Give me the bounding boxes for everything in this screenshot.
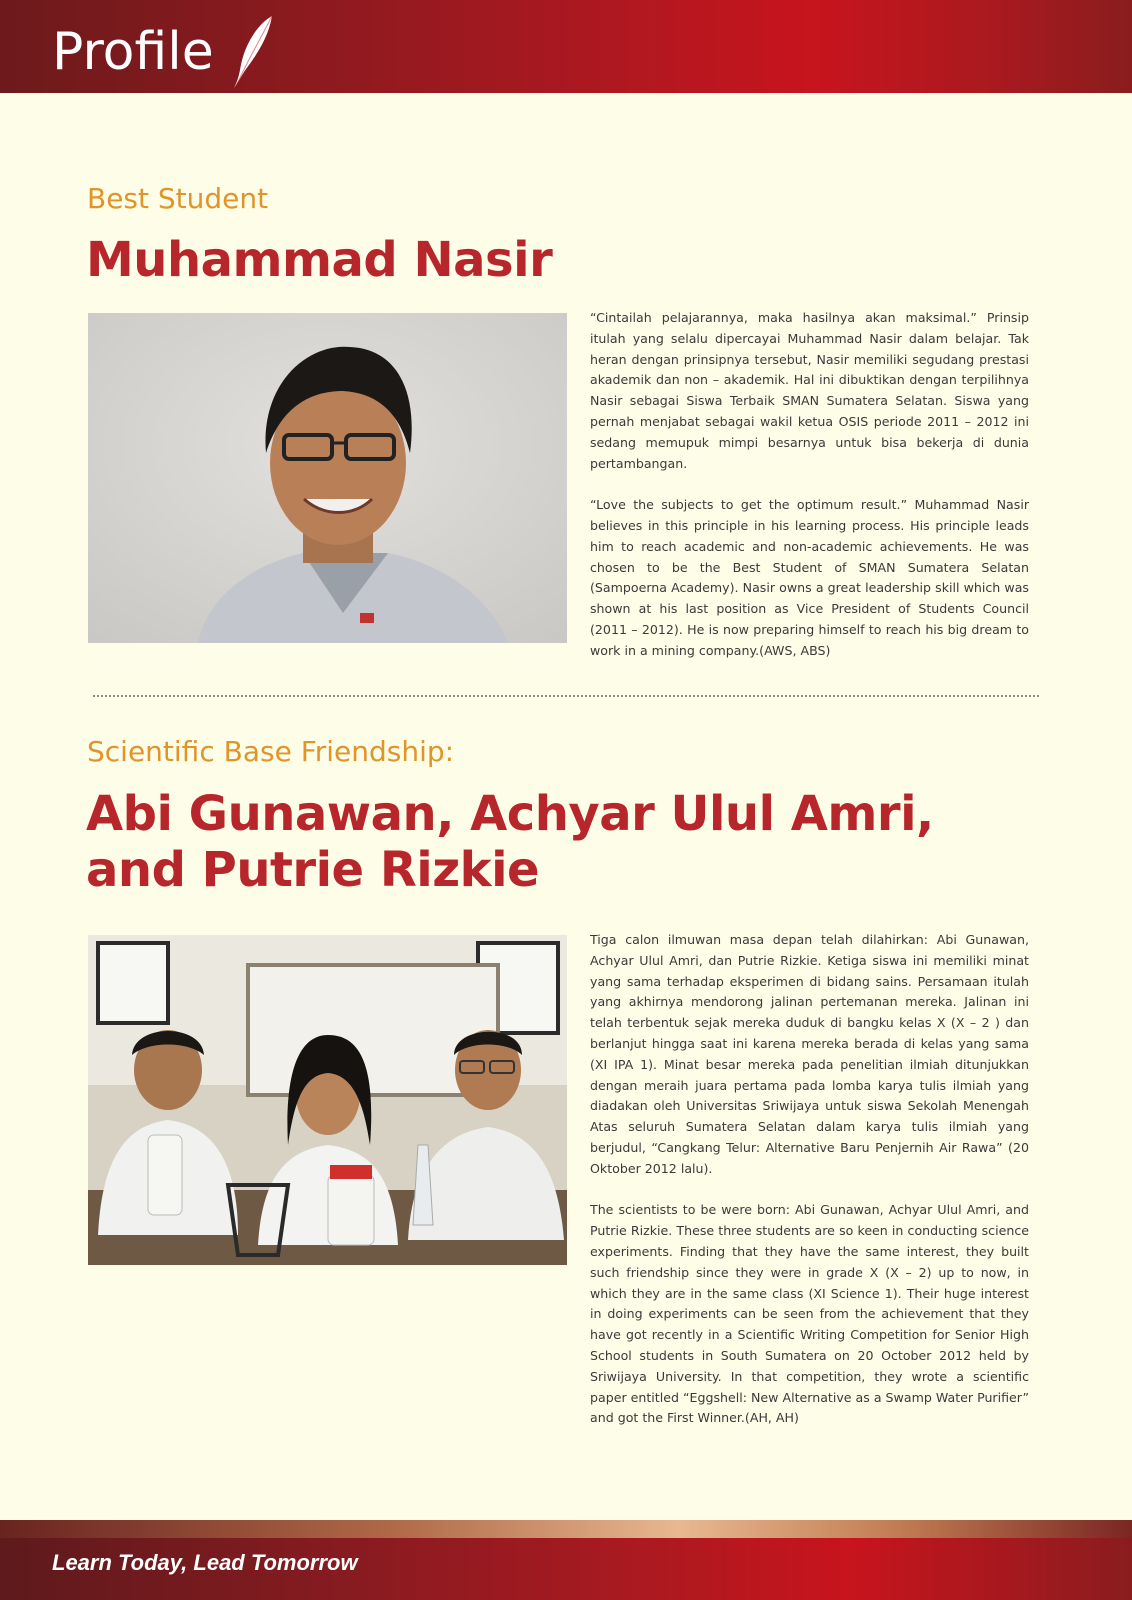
student-profile-text (590, 308, 1029, 662)
group-names-heading-line1: Abi Gunawan, Achyar Ulul Amri, (86, 786, 934, 842)
group-profile-text (590, 930, 1029, 1429)
group-paragraph-indonesian: Tiga calon ilmuwan masa depan telah dilahirkan: Abi Gunawan, Achyar Ulul Amri, dan Putrie Rizkie. Ketiga siswa ini memiliki minat yang sama terhadap eksperimen di bidang sains. Persamaan itulah yang akhirnya mendorong jalinan pertemanan mereka. Jalinan ini telah terbentuk sejak mereka duduk di bangku kelas X (X – 2 ) dan berlanjut hingga saat ini karena mereka berada di kelas yang sama (XI IPA 1). Minat besar mereka pada penelitian ilmiah ditunjukkan dengan meraih juara pertama pada lomba karya tulis ilmiah yang diadakan oleh Universitas Sriwijaya untuk siswa Sekolah Menengah Atas seluruh Sumatera Selatan dalam karya tulis ilmiah yang berjudul, “Cangkang Telur: Alternative Baru Penjernih Air Rawa” (20 Oktober 2012 lalu). (590, 932, 1029, 1176)
group-paragraph-english: The scientists to be were born: Abi Gunawan, Achyar Ulul Amri, and Putrie Rizkie. These three students are so keen in conducting science experiments. Finding that they have the same interest, they built such friendship since they were in grade X (X – 2) up to now, in which they are in the same class (XI Science 1). Their huge interest in doing experiments can be seen from the achievement that they have got recently in a Scientific Writing Competition for Senior High School students in South Sumatera on 20 October 2012 held by Sriwijaya University. In that competition, they wrote a scientific paper entitled “Eggshell: New Alternative as a Swamp Water Purifier” and got the First Winner.(AH, AH) (590, 1202, 1030, 1426)
section-kicker-friendship: Scientific Base Friendship: (87, 735, 455, 768)
footer-tagline: Learn Today, Lead Tomorrow (52, 1550, 358, 1575)
feather-icon (228, 14, 278, 90)
page-title: Profile (52, 22, 214, 82)
profile-paragraph-indonesian: “Cintailah pelajarannya, maka hasilnya akan maksimal.” Prinsip itulah yang selalu dipercayai Muhammad Nasir dalam belajar. Tak heran dengan prinsipnya tersebut, Nasir memiliki segudang prestasi akademik dan non – akademik. Hal ini dibuktikan dengan terpilihnya Nasir sebagai Siswa Terbaik SMAN Sumatera Selatan. Siswa yang pernah menjabat sebagai wakil ketua OSIS periode 2011 – 2012 ini sedang memupuk mimpi besarnya untuk bisa bekerja di dunia pertambangan. (590, 310, 1029, 471)
profile-paragraph-english: “Love the subjects to get the optimum result.” Muhammad Nasir believes in this principle in his learning process. His principle leads him to reach academic and non-academic achievements. He was chosen to be the Best Student of SMAN Sumatera Selatan (Sampoerna Academy). Nasir owns a great leadership skill which was shown at his last position as Vice President of Students Council (2011 – 2012). He is now preparing himself to reach his big dream to work in a mining company.(AWS, ABS) (590, 497, 1029, 658)
student-portrait-photo (88, 313, 567, 643)
section-kicker-best-student: Best Student (87, 182, 269, 215)
footer-bar (0, 1520, 1132, 1600)
lab-group-photo (88, 935, 567, 1265)
group-names-heading-line2: and Putrie Rizkie (86, 842, 540, 898)
footer-accent-strip (0, 1520, 1132, 1538)
student-name-heading: Muhammad Nasir (86, 232, 553, 288)
header-bar (0, 0, 1132, 93)
section-divider (93, 695, 1039, 697)
